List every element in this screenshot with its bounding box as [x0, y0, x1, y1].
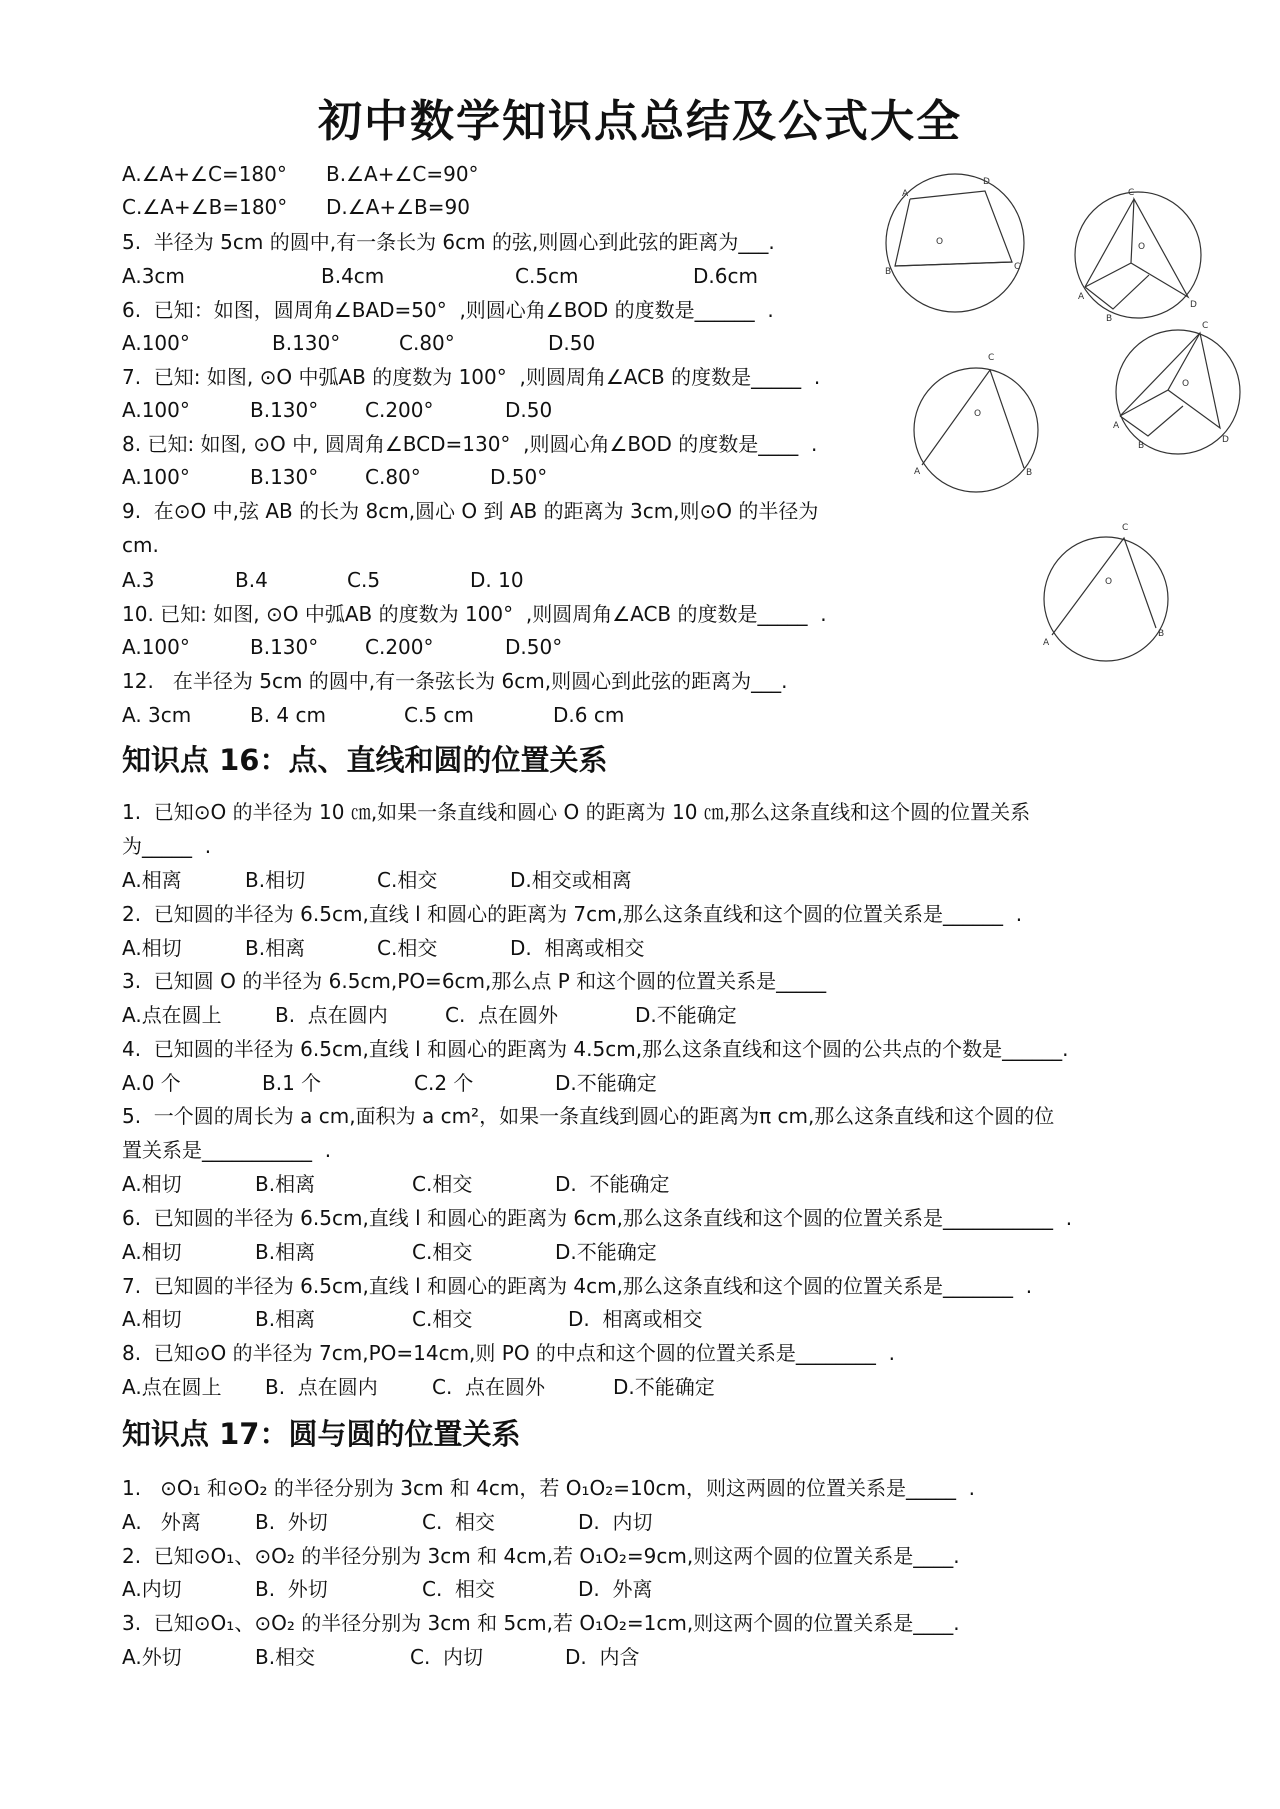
option: A.点在圆上	[122, 1375, 222, 1399]
option: D.不能确定	[635, 1003, 737, 1027]
figure-triangle-2	[1030, 520, 1180, 670]
question-stem: 8. 已知⊙O 的半径为 7cm,PO=14cm,则 PO 的中点和这个圆的位置关系是________ .	[122, 1341, 896, 1365]
option: B.4	[235, 568, 268, 592]
point-label: C	[1202, 321, 1209, 331]
option: C.200°	[365, 398, 434, 422]
option: A. 3cm	[122, 703, 192, 727]
point-label: C	[1128, 188, 1135, 198]
option: A. 外离	[122, 1510, 201, 1534]
point-label: C	[988, 353, 995, 363]
question-stem: 6. 已知：如图，圆周角∠BAD=50° ,则圆心角∠BOD 的度数是______ .	[122, 298, 774, 322]
question-stem-continued: cm.	[122, 533, 159, 557]
option: D. 10	[470, 568, 524, 592]
point-label: O	[1105, 577, 1113, 587]
option: B. 外切	[255, 1577, 328, 1601]
question-stem: 2. 已知⊙O₁、⊙O₂ 的半径分别为 3cm 和 4cm,若 O₁O₂=9cm,则这两个圆的位置关系是____.	[122, 1544, 960, 1568]
section-heading-16: 知识点 16：点、直线和圆的位置关系	[122, 743, 608, 777]
point-label: A	[1043, 638, 1050, 648]
question-stem: 9. 在⊙O 中,弦 AB 的长为 8cm,圆心 O 到 AB 的距离为 3cm,则⊙O 的半径为	[122, 499, 819, 523]
option: B.相离	[245, 936, 306, 960]
question-stem: 8. 已知: 如图, ⊙O 中, 圆周角∠BCD=130° ,则圆心角∠BOD 的度数是____ .	[122, 432, 818, 456]
option: D.6cm	[693, 264, 758, 288]
option: C.2 个	[414, 1071, 474, 1095]
option: D. 外离	[578, 1577, 653, 1601]
point-label: O	[1182, 379, 1190, 389]
option: C. 内切	[410, 1645, 484, 1669]
option: B.相离	[255, 1307, 316, 1331]
option: C.80°	[365, 465, 421, 489]
point-label: B	[1026, 468, 1033, 478]
option: D. 内含	[565, 1645, 640, 1669]
section-heading-17: 知识点 17：圆与圆的位置关系	[122, 1417, 521, 1451]
option: C.80°	[399, 331, 455, 355]
option: C.相交	[377, 868, 438, 892]
point-label: B	[1158, 629, 1165, 639]
question-stem-continued: 置关系是___________ .	[122, 1138, 332, 1162]
option: B. 点在圆内	[275, 1003, 388, 1027]
option: A.100°	[122, 465, 190, 489]
option: A.0 个	[122, 1071, 181, 1095]
option: D.相交或相离	[510, 868, 632, 892]
option: D. 内切	[578, 1510, 653, 1534]
option: D.不能确定	[555, 1071, 657, 1095]
option: C.相交	[412, 1307, 473, 1331]
option: C.相交	[377, 936, 438, 960]
option: C.5 cm	[404, 703, 474, 727]
option: A.100°	[122, 635, 190, 659]
option: A.相切	[122, 1307, 182, 1331]
point-label: C	[1122, 523, 1129, 533]
question-stem: 4. 已知圆的半径为 6.5cm,直线 l 和圆心的距离为 4.5cm,那么这条直线和这个圆的公共点的个数是______.	[122, 1037, 1069, 1061]
option: C.相交	[412, 1172, 473, 1196]
option: B.130°	[250, 398, 319, 422]
question-stem: 1. ⊙O₁ 和⊙O₂ 的半径分别为 3cm 和 4cm，若 O₁O₂=10cm，则这两圆的位置关系是_____ .	[122, 1476, 976, 1500]
point-label: D	[983, 177, 990, 187]
option: B.1 个	[262, 1071, 322, 1095]
option: B.130°	[250, 465, 319, 489]
option: D.50°	[490, 465, 548, 489]
option: B.相交	[255, 1645, 316, 1669]
option: A.∠A+∠C=180°	[122, 162, 287, 186]
option: B. 点在圆内	[265, 1375, 378, 1399]
option: A.内切	[122, 1577, 182, 1601]
option: B.相离	[255, 1172, 316, 1196]
option: D. 相离或相交	[568, 1307, 703, 1331]
point-label: O	[936, 237, 944, 247]
page-title: 初中数学知识点总结及公式大全	[318, 96, 962, 147]
option: D.不能确定	[555, 1240, 657, 1264]
option: B.∠A+∠C=90°	[326, 162, 479, 186]
option: A.100°	[122, 398, 190, 422]
point-label: C	[1014, 262, 1021, 272]
figure-arrow-2	[1110, 318, 1250, 458]
option: C. 点在圆外	[445, 1003, 559, 1027]
question-stem-continued: 为_____ .	[122, 834, 212, 858]
option: B.相切	[245, 868, 306, 892]
question-stem: 5. 半径为 5cm 的圆中,有一条长为 6cm 的弦,则圆心到此弦的距离为___.	[122, 230, 775, 254]
point-label: B	[1106, 314, 1113, 324]
option: A.相离	[122, 868, 182, 892]
option: A.相切	[122, 1240, 182, 1264]
option: A.3	[122, 568, 155, 592]
option: C.5cm	[515, 264, 579, 288]
point-label: A	[1078, 292, 1085, 302]
option: D.50°	[505, 635, 563, 659]
option: A.外切	[122, 1645, 182, 1669]
option: B.130°	[250, 635, 319, 659]
option: A.100°	[122, 331, 190, 355]
option: D.∠A+∠B=90	[326, 195, 470, 219]
option: D. 不能确定	[555, 1172, 670, 1196]
option: A.3cm	[122, 264, 185, 288]
question-stem: 2. 已知圆的半径为 6.5cm,直线 l 和圆心的距离为 7cm,那么这条直线和这个圆的位置关系是______ .	[122, 902, 1023, 926]
question-stem: 1. 已知⊙O 的半径为 10 ㎝,如果一条直线和圆心 O 的距离为 10 ㎝,那么这条直线和这个圆的位置关系	[122, 800, 1031, 824]
option: C.相交	[412, 1240, 473, 1264]
question-stem: 10. 已知: 如图, ⊙O 中弧AB 的度数为 100° ,则圆周角∠ACB 的度数是_____ .	[122, 602, 827, 626]
question-stem: 7. 已知圆的半径为 6.5cm,直线 l 和圆心的距离为 4cm,那么这条直线和这个圆的位置关系是_______ .	[122, 1274, 1033, 1298]
question-stem: 12. 在半径为 5cm 的圆中,有一条弦长为 6cm,则圆心到此弦的距离为___.	[122, 669, 788, 693]
option: C.∠A+∠B=180°	[122, 195, 288, 219]
point-label: B	[1138, 441, 1145, 451]
figure-quadrilateral	[880, 168, 1030, 318]
point-label: A	[1113, 421, 1120, 431]
option: C.200°	[365, 635, 434, 659]
question-stem: 7. 已知: 如图, ⊙O 中弧AB 的度数为 100° ,则圆周角∠ACB 的度数是_____ .	[122, 365, 821, 389]
option: B.相离	[255, 1240, 316, 1264]
option: A.点在圆上	[122, 1003, 222, 1027]
option: C. 相交	[422, 1577, 496, 1601]
question-stem: 5. 一个圆的周长为 a cm,面积为 a cm²，如果一条直线到圆心的距离为π cm,那么这条直线和这个圆的位	[122, 1104, 1055, 1128]
option: A.相切	[122, 936, 182, 960]
question-stem: 3. 已知⊙O₁、⊙O₂ 的半径分别为 3cm 和 5cm,若 O₁O₂=1cm,则这两个圆的位置关系是____.	[122, 1611, 960, 1635]
option: D.6 cm	[553, 703, 625, 727]
option: B. 4 cm	[250, 703, 326, 727]
point-label: D	[1222, 435, 1229, 445]
point-label: A	[914, 467, 921, 477]
figure-arrow-1	[1068, 185, 1208, 325]
point-label: O	[1138, 242, 1146, 252]
point-label: O	[974, 409, 982, 419]
point-label: A	[902, 189, 909, 199]
option: B. 外切	[255, 1510, 328, 1534]
question-stem: 3. 已知圆 O 的半径为 6.5cm,PO=6cm,那么点 P 和这个圆的位置关系是_____	[122, 969, 827, 993]
option: C. 相交	[422, 1510, 496, 1534]
option: D.50	[548, 331, 596, 355]
option: C. 点在圆外	[432, 1375, 546, 1399]
option: D.不能确定	[613, 1375, 715, 1399]
option: D.50	[505, 398, 553, 422]
option: A.相切	[122, 1172, 182, 1196]
figure-triangle-1	[908, 350, 1048, 500]
option: C.5	[347, 568, 381, 592]
question-stem: 6. 已知圆的半径为 6.5cm,直线 l 和圆心的距离为 6cm,那么这条直线和这个圆的位置关系是___________ .	[122, 1206, 1073, 1230]
point-label: D	[1190, 300, 1197, 310]
option: B.130°	[272, 331, 341, 355]
point-label: B	[885, 267, 892, 277]
option: B.4cm	[321, 264, 385, 288]
option: D. 相离或相交	[510, 936, 645, 960]
